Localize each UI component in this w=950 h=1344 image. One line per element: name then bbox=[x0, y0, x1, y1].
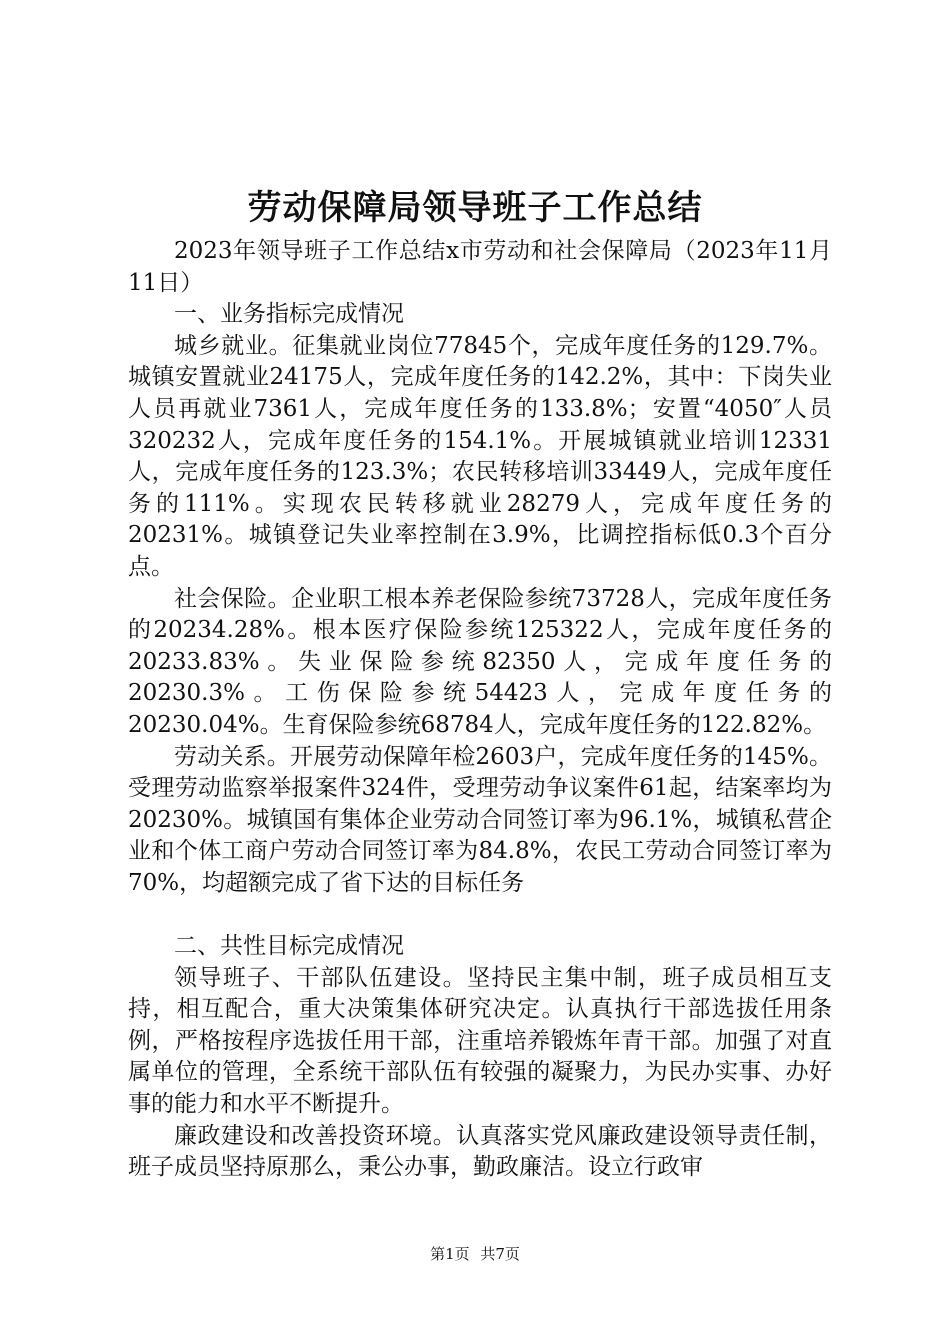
section-heading-2: 二、共性目标完成情况 bbox=[174, 933, 404, 960]
paragraph-social-insurance: 社会保险。企业职工根本养老保险参统73728人，完成年度任务的20234.28%。根本医疗保险参统125322人，完成年度任务的20233.83%。失业保险参统82350人，完成年度任务的20230.3%。工伤保险参统54423人，完成年度任务的20230.04%。生育保险参统68784人，完成年度任务的122.82%。 bbox=[128, 585, 832, 738]
page-total: 共7页 bbox=[480, 1245, 520, 1263]
paragraph-leadership: 领导班子、干部队伍建设。坚持民主集中制，班子成员相互支持，相互配合，重大决策集体研究决定。认真执行干部选拔任用条例，严格按程序选拔任用干部，注重培养锻炼年青干部。加强了对直属单位的管理，全系统干部队伍有较强的凝聚力，为民办实事、办好事的能力和水平不断提升。 bbox=[128, 964, 832, 1118]
paragraph-intro: 2023年领导班子工作总结x市劳动和社会保障局（2023年11月11日） bbox=[128, 238, 832, 296]
paragraph-labor-relations: 劳动关系。开展劳动保障年检2603户，完成年度任务的145%。受理劳动监察举报案件324件，受理劳动争议案件61起，结案率均为20230%。城镇国有集体企业劳动合同签订率为96.1%，城镇私营企业和个体工商户劳动合同签订率为84.8%，农民工劳动合同签订率为70%，均超额完成了省下达的目标任务 bbox=[128, 743, 832, 896]
paragraph-employment: 城乡就业。征集就业岗位77845个，完成年度任务的129.7%。城镇安置就业24175人，完成年度任务的142.2%，其中：下岗失业人员再就业7361人，完成年度任务的133.8%；安置“4050″人员320232人，完成年度任务的154.1%。开展城镇就业培训12331人，完成年度任务的123.3%；农民转移培训33449人，完成年度任务的111%。实现农民转移就业28279人，完成年度任务的20231%。城镇登记失业率控制在3.9%，比调控指标低0.3个百分点。 bbox=[128, 332, 832, 580]
document-body bbox=[128, 236, 832, 1184]
paragraph-integrity: 廉政建设和改善投资环境。认真落实党风廉政建设领导责任制，班子成员坚持原那么，秉公办事，勤政廉洁。设立行政审 bbox=[128, 1122, 832, 1181]
document-title: 劳动保障局领导班子工作总结 bbox=[247, 188, 703, 228]
page-footer bbox=[0, 1244, 950, 1264]
page-number: 第1页 bbox=[430, 1245, 470, 1263]
section-heading-1: 一、业务指标完成情况 bbox=[174, 301, 404, 328]
